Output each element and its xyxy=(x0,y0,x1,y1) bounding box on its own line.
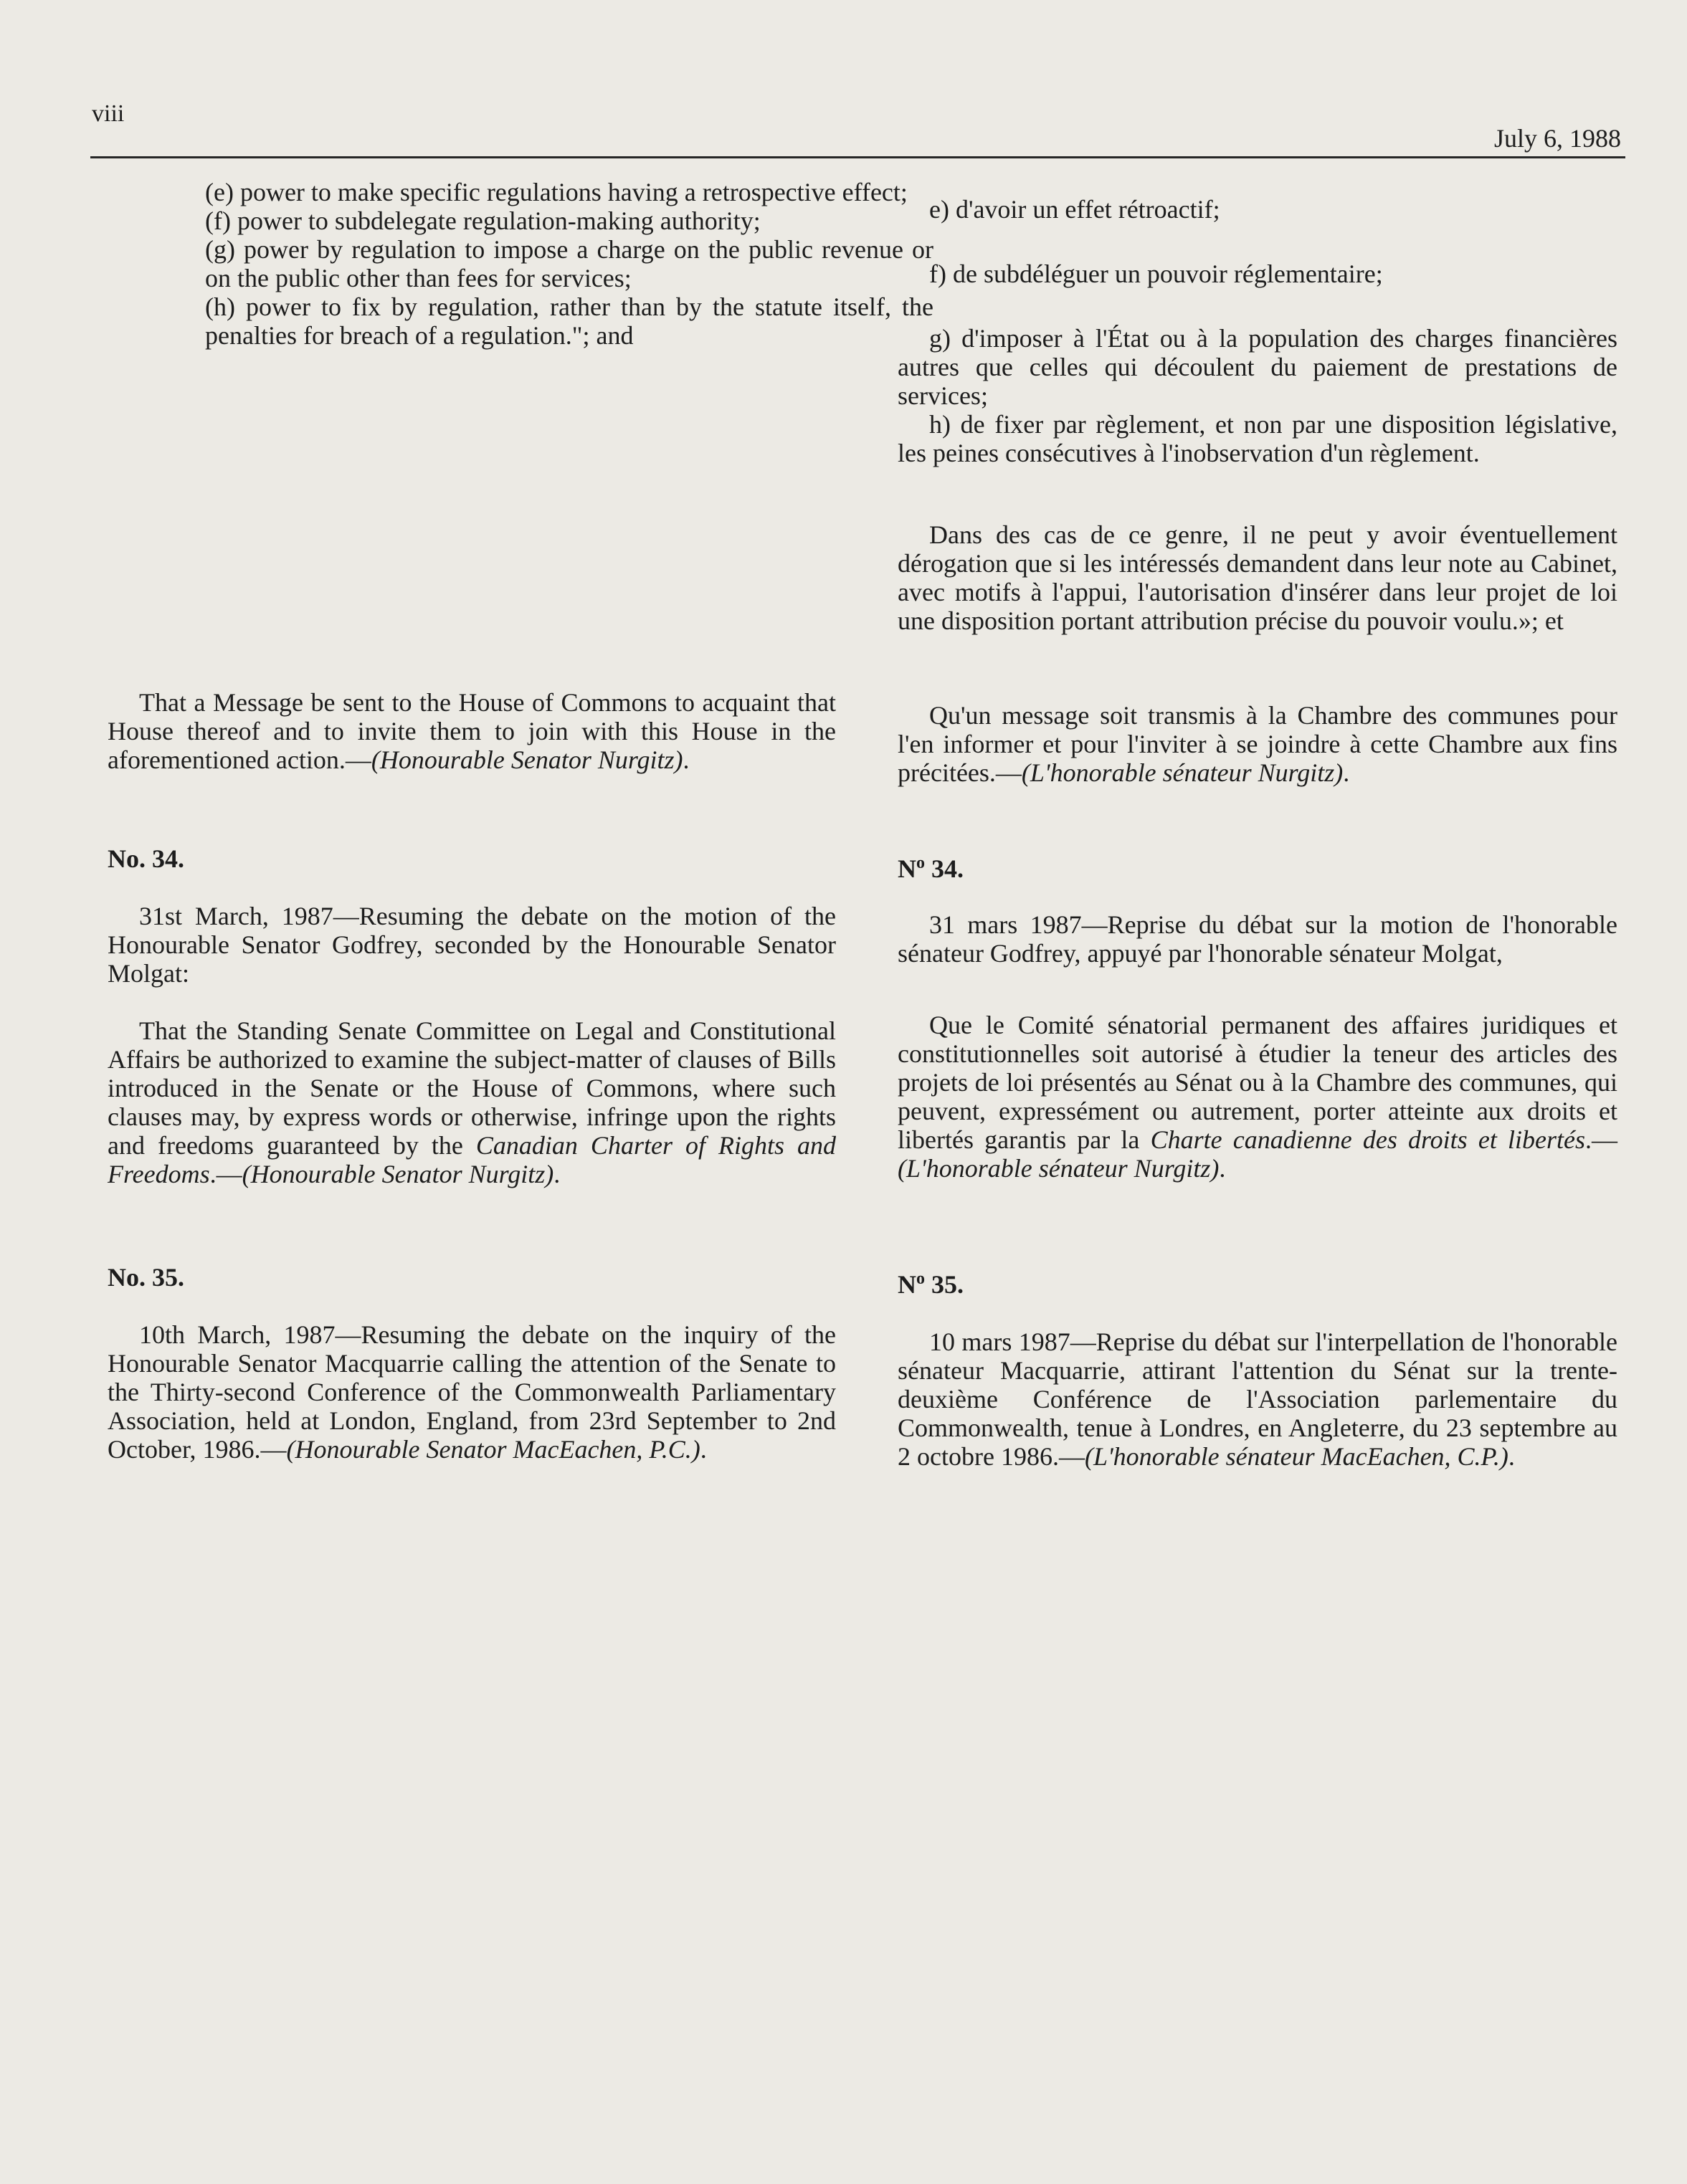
sponsor: (Honourable Senator Nurgitz) xyxy=(371,745,683,774)
page-number: viii xyxy=(92,100,125,127)
item-no-34-fr xyxy=(898,854,1617,1183)
motion-text: That the Standing Senate Committee on Legal and Constitutional Affairs be authorized to examine the subject-matter of clauses of Bills introduced in the Senate or the House of Commons, where such clauses may, by express words or otherwise, infringe upon the rights and freedoms guaranteed by the Canadian Charter of Rights and Freedoms.—(Honourable Senator Nurgitz). xyxy=(108,1016,837,1188)
item-no-35-fr xyxy=(898,1270,1617,1471)
list-item: (h) power to fix by regulation, rather than by the statute itself, the penalties for breach of a regulation."; and xyxy=(205,292,933,350)
closing-paragraph: Dans des cas de ce genre, il ne peut y avoir éventuellement dérogation que si les intéressés demandent dans leur note au Cabinet, avec motifs à l'appui, l'autorisation d'insérer dans leur projet de loi une disposition portant attribution précise du pouvoir voulu.»; et xyxy=(898,520,1617,635)
message-paragraph: That a Message be sent to the House of Commons to acquaint that House thereof and to invite them to join with this House in the aforementioned action.—(Honourable Senator Nurgitz). xyxy=(108,688,836,774)
header-rule xyxy=(90,156,1625,158)
charter-title: Charte canadienne des droits et libertés xyxy=(1150,1125,1585,1154)
item-no-35 xyxy=(108,1263,836,1464)
list-item: f) de subdéléguer un pouvoir réglementaire; xyxy=(929,259,1383,288)
item-heading: No. 35. xyxy=(108,1263,184,1292)
regulation-powers-list-fr xyxy=(898,195,1617,224)
motion-text: Que le Comité sénatorial permanent des affaires juridiques et constitutionnelles soit autorisé à étudier la teneur des articles des projets de loi présentés au Sénat ou à la Chambre des communes, qui peuvent, expressément ou autrement, porter atteinte aux droits et libertés garantis par la Charte canadienne des droits et libertés.—(L'honorable sénateur Nurgitz). xyxy=(898,1011,1617,1183)
item-text: 10th March, 1987—Resuming the debate on the inquiry of the Honourable Senator Macquarrie calling the attention of the Senate to the Thirty-second Conference of the Commonwealth Parliamentary Association, held at London, England, from 23rd September to 2nd October, 1986.—(Honourable Senator MacEachen, P.C.). xyxy=(108,1320,836,1464)
item-no-34 xyxy=(108,844,836,1188)
sponsor: (Honourable Senator MacEachen, P.C.) xyxy=(286,1435,700,1464)
regulation-powers-list xyxy=(108,178,933,350)
list-item: e) d'avoir un effet rétroactif; xyxy=(929,195,1220,224)
list-item: (f) power to subdelegate regulation-making authority; xyxy=(205,206,761,235)
sponsor: (L'honorable sénateur Nurgitz) xyxy=(1021,758,1344,787)
item-heading: $N^o$ 34. xyxy=(898,854,964,883)
charter-title: Canadian Charter of Rights and Freedoms xyxy=(108,1131,837,1188)
message-paragraph-fr: Qu'un message soit transmis à la Chambre des communes pour l'en informer et pour l'inviter à se joindre à cette Chambre aux fins précitées.—(L'honorable sénateur Nurgitz). xyxy=(898,701,1617,787)
item-intro: 31 mars 1987—Reprise du débat sur la motion de l'honorable sénateur Godfrey, appuyé par l'honorable sénateur Molgat, xyxy=(898,910,1617,968)
sponsor: (L'honorable sénateur MacEachen, C.P.) xyxy=(1084,1442,1508,1471)
item-heading: No. 34. xyxy=(108,844,184,873)
sponsor: (L'honorable sénateur Nurgitz) xyxy=(898,1154,1220,1183)
item-heading: $N^o$ 35. xyxy=(898,1269,964,1299)
page-date: July 6, 1988 xyxy=(1493,124,1621,153)
sponsor: (Honourable Senator Nurgitz) xyxy=(242,1160,554,1188)
list-item: g) d'imposer à l'État ou à la population des charges financières autres que celles qui découlent du paiement de prestations de services; xyxy=(898,324,1617,410)
list-item: h) de fixer par règlement, et non par une disposition législative, les peines consécutives à l'inobservation d'un règlement. xyxy=(898,410,1617,467)
item-text: 10 mars 1987—Reprise du débat sur l'interpellation de l'honorable sénateur Macquarrie, attirant l'attention du Sénat sur la trente-deuxième Conférence de l'Association parlementaire du Commonwealth, tenue à Londres, en Angleterre, du 23 septembre au 2 octobre 1986.—(L'honorable sénateur MacEachen, C.P.). xyxy=(898,1327,1617,1471)
list-item: (g) power by regulation to impose a charge on the public revenue or on the public other than fees for services; xyxy=(205,235,933,292)
item-intro: 31st March, 1987—Resuming the debate on the motion of the Honourable Senator Godfrey, seconded by the Honourable Senator Molgat: xyxy=(108,902,836,988)
list-item: (e) power to make specific regulations having a retrospective effect; xyxy=(205,178,908,206)
